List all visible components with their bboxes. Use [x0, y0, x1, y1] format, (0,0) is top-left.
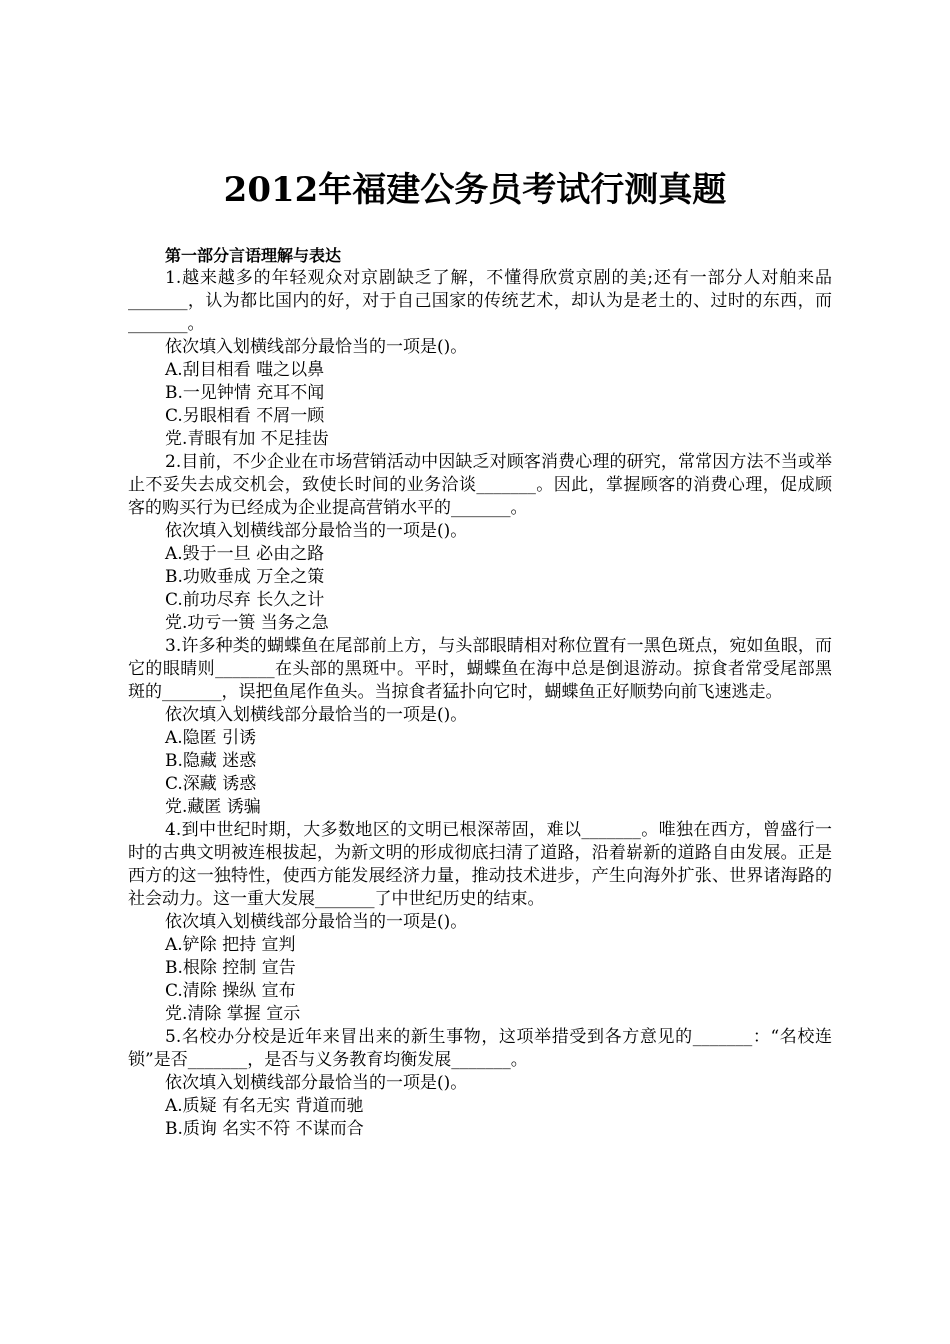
question-2 [128, 451, 832, 635]
option-a: A.刮目相看 嗤之以鼻 [165, 360, 325, 380]
question-5 [128, 1026, 832, 1141]
question-stem: 3.许多种类的蝴蝶鱼在尾部前上方，与头部眼睛相对称位置有一黑色斑点，宛如鱼眼，而它的眼睛则_______在头部的黑斑中。平时，蝴蝶鱼在海中总是倒退游动。掠食者常受尾部黑斑的_______，误把鱼尾作鱼头。当掠食者猛扑向它时，蝴蝶鱼正好顺势向前飞速逃走。 [128, 636, 832, 702]
option-d: 党.清除 掌握 宣示 [165, 1004, 301, 1024]
option-a: A.毁于一旦 必由之路 [165, 544, 325, 564]
document-title: 2012年福建公务员考试行测真题 [223, 170, 727, 210]
option-a: A.铲除 把持 宣判 [165, 935, 296, 955]
question-3 [128, 635, 832, 819]
question-stem: 1.越来越多的年轻观众对京剧缺乏了解，不懂得欣赏京剧的美;还有一部分人对舶来品_______，认为都比国内的好，对于自己国家的传统艺术，却认为是老土的、过时的东西，而_______。 [128, 268, 832, 334]
question-prompt: 依次填入划横线部分最恰当的一项是()。 [165, 912, 468, 932]
option-b: B.隐藏 迷惑 [165, 751, 257, 771]
option-d: 党.青眼有加 不足挂齿 [165, 429, 329, 449]
question-stem: 2.目前，不少企业在市场营销活动中因缺乏对顾客消费心理的研究，常常因方法不当或举止不妥失去成交机会，致使长时间的业务洽谈_______。因此，掌握顾客的消费心理，促成顾客的购买行为已经成为企业提高营销水平的_______。 [128, 452, 832, 518]
document-body [128, 244, 832, 1141]
option-a: A.隐匿 引诱 [165, 728, 257, 748]
option-c: C.前功尽弃 长久之计 [165, 590, 325, 610]
question-prompt: 依次填入划横线部分最恰当的一项是()。 [165, 1073, 468, 1093]
question-4 [128, 819, 832, 1026]
option-b: B.一见钟情 充耳不闻 [165, 383, 325, 403]
option-c: C.深藏 诱惑 [165, 774, 257, 794]
option-b: B.质询 名实不符 不谋而合 [165, 1119, 364, 1139]
option-b: B.功败垂成 万全之策 [165, 567, 325, 587]
question-prompt: 依次填入划横线部分最恰当的一项是()。 [165, 521, 468, 541]
question-stem: 5.名校办分校是近年来冒出来的新生事物，这项举措受到各方意见的_______：“名校连锁”是否_______，是否与义务教育均衡发展_______。 [128, 1027, 832, 1070]
option-a: A.质疑 有名无实 背道而驰 [165, 1096, 364, 1116]
option-c: C.清除 操纵 宣布 [165, 981, 296, 1001]
option-d: 党.藏匿 诱骗 [165, 797, 261, 817]
section-heading: 第一部分言语理解与表达 [165, 246, 342, 265]
question-prompt: 依次填入划横线部分最恰当的一项是()。 [165, 705, 468, 725]
option-c: C.另眼相看 不屑一顾 [165, 406, 325, 426]
option-b: B.根除 控制 宣告 [165, 958, 296, 978]
option-d: 党.功亏一篑 当务之急 [165, 613, 329, 633]
question-prompt: 依次填入划横线部分最恰当的一项是()。 [165, 337, 468, 357]
question-stem: 4.到中世纪时期，大多数地区的文明已根深蒂固，难以_______。唯独在西方，曾盛行一时的古典文明被连根拔起，为新文明的形成彻底扫清了道路，沿着崭新的道路自由发展。正是西方的这一独特性，使西方能发展经济力量，推动技术进步，产生向海外扩张、世界诸海路的社会动力。这一重大发展_______了中世纪历史的结束。 [128, 820, 832, 909]
question-1 [128, 267, 832, 451]
